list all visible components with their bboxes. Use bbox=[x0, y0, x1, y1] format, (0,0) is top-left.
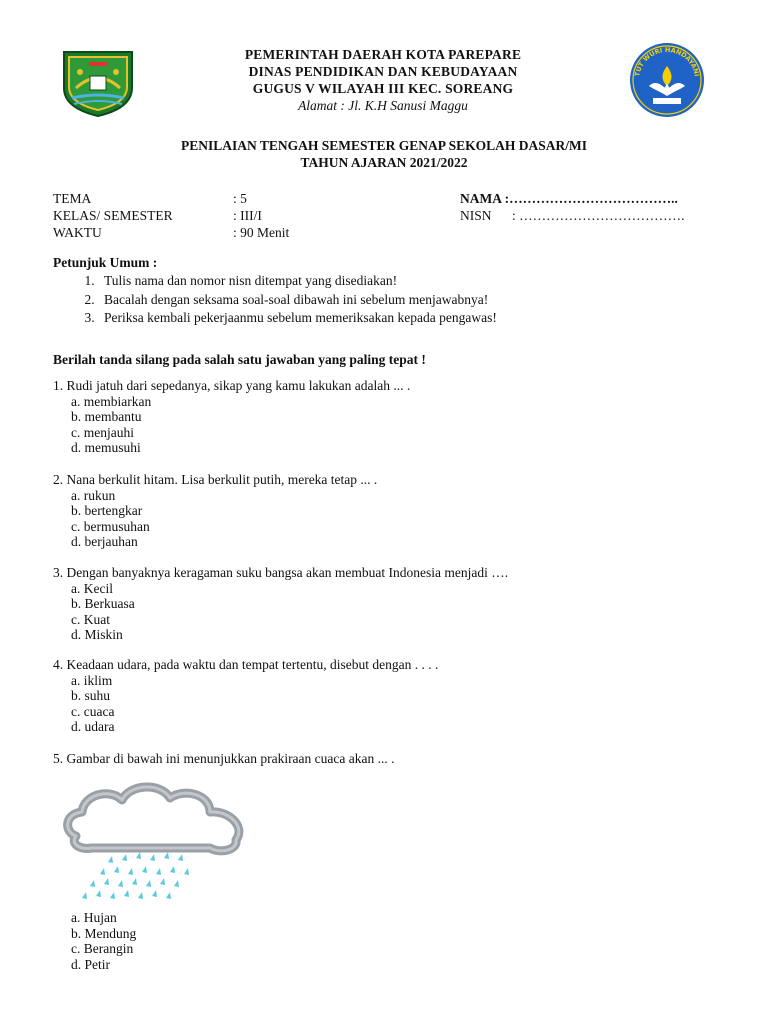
svg-text:TUT WURI HANDAYANI: TUT WURI HANDAYANI bbox=[633, 45, 701, 78]
answer-directive: Berilah tanda silang pada salah satu jawaban yang paling tepat ! bbox=[53, 352, 426, 367]
answer-option: d. Miskin bbox=[71, 627, 123, 642]
exam-title bbox=[100, 137, 668, 171]
answer-option: d. berjauhan bbox=[71, 534, 138, 549]
tema-label: TEMA bbox=[53, 191, 92, 206]
question-text: 2. Nana berkulit hitam. Lisa berkulit putih, mereka tetap ... . bbox=[53, 472, 378, 487]
question-text: 1. Rudi jatuh dari sepedanya, sikap yang kamu lakukan adalah ... . bbox=[53, 378, 411, 393]
waktu-value: : 90 Menit bbox=[233, 225, 290, 240]
tema-value: : 5 bbox=[233, 191, 247, 206]
answer-option: c. Berangin bbox=[71, 941, 134, 956]
info-row-nisn bbox=[460, 207, 685, 224]
answer-option: c. Kuat bbox=[71, 611, 110, 627]
instruction-item: 3. Periksa kembali pekerjaanmu sebelum memeriksakan kepada pengawas! bbox=[98, 309, 497, 328]
info-row-tema bbox=[53, 190, 289, 207]
answer-option: b. suhu bbox=[71, 688, 111, 703]
question-text: 5. Gambar di bawah ini menunjukkan prakiraan cuaca akan ... . bbox=[53, 751, 395, 766]
letterhead bbox=[150, 46, 616, 115]
student-info-left bbox=[53, 190, 289, 241]
answer-option: c. menjauhi bbox=[71, 424, 134, 440]
letterhead-department: DINAS PENDIDIKAN DAN KEBUDAYAAN bbox=[248, 64, 518, 79]
exam-title-line2: TAHUN AJARAN 2021/2022 bbox=[300, 155, 468, 170]
question-text: 4. Keadaan udara, pada waktu dan tempat tertentu, disebut dengan . . . . bbox=[53, 657, 439, 672]
answer-option: a. Hujan bbox=[71, 910, 117, 925]
answer-option: a. rukun bbox=[71, 487, 116, 503]
answer-option: b. membantu bbox=[71, 409, 142, 424]
question-1 bbox=[53, 378, 410, 456]
exam-title-line1: PENILAIAN TENGAH SEMESTER GENAP SEKOLAH DASAR/MI bbox=[181, 138, 587, 153]
answer-option: a. Kecil bbox=[71, 580, 113, 596]
letterhead-cluster: GUGUS V WILAYAH III KEC. SOREANG bbox=[252, 81, 514, 96]
parepare-emblem-logo bbox=[60, 48, 136, 118]
answer-option: a. membiarkan bbox=[71, 393, 152, 409]
answer-option: c. bermusuhan bbox=[71, 518, 150, 534]
instruction-item: 1. Tulis nama dan nomor nisn ditempat yang disediakan! bbox=[98, 272, 497, 291]
instructions-heading: Petunjuk Umum : bbox=[53, 255, 158, 270]
info-row-waktu bbox=[53, 224, 289, 241]
letterhead-government: PEMERINTAH DAERAH KOTA PAREPARE bbox=[244, 47, 522, 62]
answer-option: b. Berkuasa bbox=[71, 596, 135, 611]
question-3 bbox=[53, 565, 508, 643]
nisn-value: : ………………………………. bbox=[512, 208, 685, 223]
answer-option: d. memusuhi bbox=[71, 440, 141, 455]
tut-wuri-handayani-logo bbox=[627, 40, 707, 118]
answer-option: c. cuaca bbox=[71, 703, 115, 719]
question-4 bbox=[53, 657, 438, 735]
instruction-item: 2. Bacalah dengan seksama soal-soal dibawah ini sebelum menjawabnya! bbox=[98, 291, 497, 310]
kelas-value: : III/I bbox=[233, 208, 262, 223]
nisn-label: NISN bbox=[460, 208, 492, 223]
answer-option: b. Mendung bbox=[71, 925, 137, 941]
waktu-label: WAKTU bbox=[53, 225, 102, 240]
question-2 bbox=[53, 472, 377, 550]
kelas-label: KELAS/ SEMESTER bbox=[53, 208, 173, 223]
rain-cloud-icon bbox=[60, 780, 246, 908]
question-5 bbox=[53, 751, 395, 767]
nama-field: NAMA :……………………………….. bbox=[460, 191, 678, 206]
answer-option: d. Petir bbox=[71, 956, 110, 972]
info-row-kelas bbox=[53, 207, 289, 224]
answer-option: a. iklim bbox=[71, 672, 113, 688]
instructions-list bbox=[53, 272, 497, 328]
question-5-options bbox=[53, 910, 136, 972]
answer-option: d. udara bbox=[71, 719, 115, 734]
general-instructions bbox=[53, 254, 497, 328]
answer-option: b. bertengkar bbox=[71, 503, 143, 518]
question-text: 3. Dengan banyaknya keragaman suku bangsa akan membuat Indonesia menjadi …. bbox=[53, 565, 509, 580]
student-info-right bbox=[460, 190, 685, 224]
letterhead-address: Alamat : Jl. K.H Sanusi Maggu bbox=[298, 98, 468, 113]
